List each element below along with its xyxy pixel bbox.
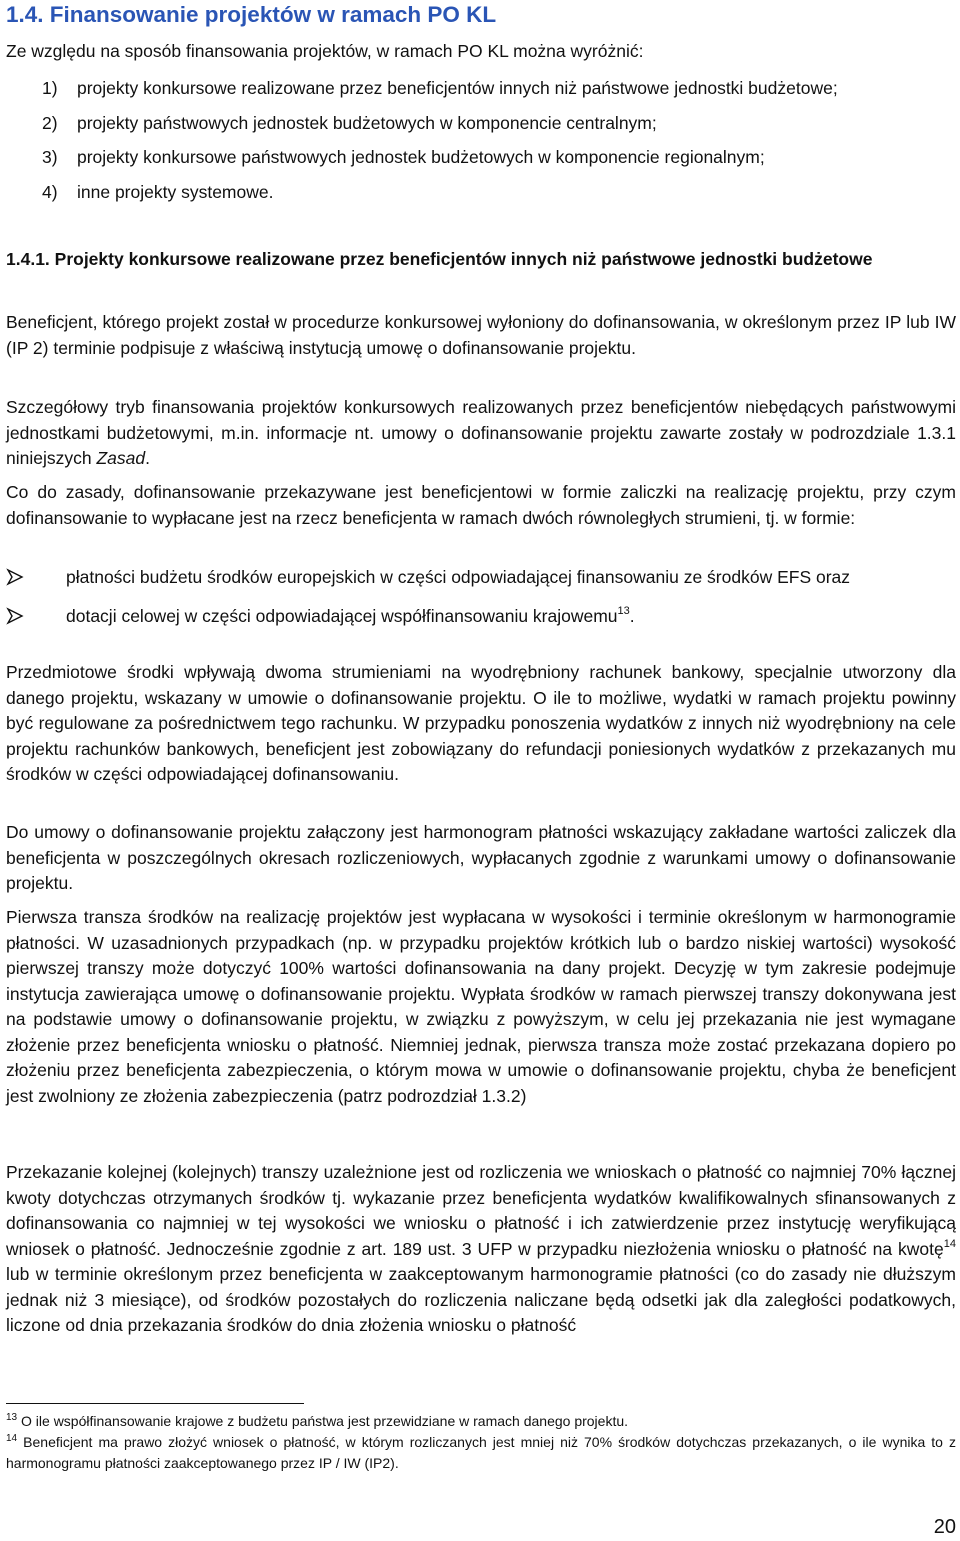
footnote-ref: 14 bbox=[943, 1237, 956, 1250]
footnote-text: Beneficjent ma prawo złożyć wniosek o płatność, w którym rozliczanych jest mniej niż 70% środków dotychczas przekazanych, o ile wynika to z harmonogramu płatności zaakceptowanego przez IP / IW (IP2). bbox=[6, 1434, 957, 1471]
list-item bbox=[6, 111, 956, 137]
list-item-text: płatności budżetu środków europejskich w części odpowiadającej finansowaniu ze środków EFS oraz bbox=[66, 567, 851, 587]
list-item-text: dotacji celowej w części odpowiadającej współfinansowaniu krajowemu bbox=[66, 605, 618, 626]
list-item-end: . bbox=[629, 605, 635, 626]
project-types-list bbox=[6, 76, 956, 205]
paragraph: Co do zasady, dofinansowanie przekazywane jest beneficjentowi w formie zaliczki na realizację projektu, przy czym dofinansowanie to wypłacane jest na rzecz beneficjenta w ramach dwóch równoległych strumieni, tj. w formie: bbox=[6, 482, 956, 528]
list-number: 2) bbox=[42, 112, 58, 133]
footnote-text: O ile współfinansowanie krajowe z budżetu państwa jest przewidziane w ramach danego projektu. bbox=[21, 1413, 629, 1429]
list-item-text: projekty państwowych jednostek budżetowych w komponencie centralnym; bbox=[77, 112, 657, 133]
footnote-number: 14 bbox=[6, 1433, 18, 1444]
paragraph-end: . bbox=[145, 448, 150, 468]
list-item bbox=[6, 565, 956, 591]
arrowhead-bullet-icon bbox=[6, 607, 24, 625]
footnote bbox=[6, 1432, 956, 1474]
list-item bbox=[6, 180, 956, 206]
paragraph bbox=[6, 395, 956, 472]
funding-streams-list bbox=[6, 565, 956, 629]
paragraph: Pierwsza transza środków na realizację projektów jest wypłacana w wysokości i terminie określonym w harmonogramie płatności. W uzasadnionych przypadkach (np. w przypadku projektów krótkich lub o bardzo niskiej wartości) wysokość pierwszej transzy może dotyczyć 100% wartości dofinansowania na dany projekt. Decyzję w tym zakresie podejmuje instytucja zawierająca umowę o dofinansowanie projektu. Wypłata środków w ramach pierwszej transzy dokonywana jest na podstawie umowy o dofinansowanie projektu, w związku z powyższym, w celu jej przekazania nie jest wymagane złożenie przez beneficjenta wniosku o płatność. Niemniej jednak, pierwsza transza może zostać przekazana dopiero po złożeniu przez beneficjenta zabezpieczenia, o którym mowa w umowie o dofinansowanie projektu, chyba że beneficjent jest zwolniony ze złożenia zabezpieczenia (patrz podrozdział 1.3.2) bbox=[6, 907, 956, 1106]
section-heading: 1.4. Finansowanie projektów w ramach PO KL bbox=[6, 2, 497, 27]
page-number: 20 bbox=[933, 1516, 956, 1538]
paragraph-text: Przekazanie kolejnej (kolejnych) transzy uzależnione jest od rozliczenia we wnioskach o płatność co najmniej 70% łącznej kwoty dotychczas otrzymanych środków tj. wykazanie przez beneficjenta wydatków kwalifikowalnych sfinansowanych z dofinansowania co najmniej w tej wysokości we wniosku o płatność i ich zatwierdzenie przez instytucję weryfikującą wniosek o płatność. Jednocześnie zgodnie z art. 189 ust. 3 UFP w przypadku niezłożenia wniosku o płatność na kwotę bbox=[6, 1162, 956, 1259]
list-number: 3) bbox=[42, 147, 58, 167]
paragraph-text: Szczegółowy tryb finansowania projektów konkursowych realizowanych przez beneficjentów niebędących państwowymi jednostkami budżetowymi, m.in. informacje nt. umowy o dofinansowanie projektu zawarte zostały w podrozdziale 1.3.1 niniejszych bbox=[6, 397, 956, 468]
list-item bbox=[6, 76, 956, 102]
subsection-heading: 1.4.1. Projekty konkursowe realizowane przez beneficjentów innych niż państwowe jednostki budżetowe bbox=[6, 249, 873, 269]
italic-text: Zasad bbox=[96, 448, 146, 468]
list-item bbox=[6, 604, 956, 630]
paragraph: Do umowy o dofinansowanie projektu załączony jest harmonogram płatności wskazujący zakładane wartości zaliczek dla beneficjenta w poszczególnych okresach rozliczeniowych, wypłacanych zgodnie z warunkami umowy o dofinansowanie projektu. bbox=[6, 822, 956, 893]
list-number: 1) bbox=[42, 78, 58, 98]
footnote-separator bbox=[6, 1403, 304, 1404]
paragraph: Przedmiotowe środki wpływają dwoma strumieniami na wyodrębniony rachunek bankowy, specjalnie utworzony dla danego projektu, wskazany w umowie o dofinansowanie projektu. O ile to możliwe, wydatki w ramach projektu powinny być regulowane za pośrednictwem tego rachunku. W przypadku ponoszenia wydatków z innych niż wyodrębniony na cele projektu rachunków bankowych, beneficjent jest zobowiązany do refundacji poniesionych wydatków z przekazanych mu środków w części odpowiadającej dofinansowaniu. bbox=[6, 662, 956, 784]
list-item-text: inne projekty systemowe. bbox=[77, 181, 274, 202]
footnote-ref: 13 bbox=[617, 604, 630, 617]
intro-text: Ze względu na sposób finansowania projektów, w ramach PO KL można wyróżnić: bbox=[6, 41, 644, 61]
paragraph: Beneficjent, którego projekt został w procedurze konkursowej wyłoniony do dofinansowania, w określonym przez IP lub IW (IP 2) terminie podpisuje z właściwą instytucją umowę o dofinansowanie projektu. bbox=[6, 312, 956, 358]
paragraph-text: lub w terminie określonym przez beneficjenta w zaakceptowanym harmonogramie płatności (co do zasady nie dłuższym jednak niż 3 miesiące), od środków pozostałych do rozliczenia naliczane będą odsetki jak dla zaległości podatkowych, liczone od dnia przekazania środków do dnia złożenia wniosku o płatność bbox=[6, 1264, 956, 1335]
footnote bbox=[6, 1411, 956, 1432]
arrowhead-bullet-icon bbox=[6, 568, 24, 586]
list-number: 4) bbox=[42, 181, 58, 202]
footnote-number: 13 bbox=[6, 1412, 18, 1423]
list-item-text: projekty konkursowe realizowane przez beneficjentów innych niż państwowe jednostki budżetowe; bbox=[77, 78, 838, 98]
list-item-text: projekty konkursowe państwowych jednostek budżetowych w komponencie regionalnym; bbox=[77, 147, 765, 167]
paragraph bbox=[6, 1160, 956, 1339]
list-item bbox=[6, 145, 956, 171]
